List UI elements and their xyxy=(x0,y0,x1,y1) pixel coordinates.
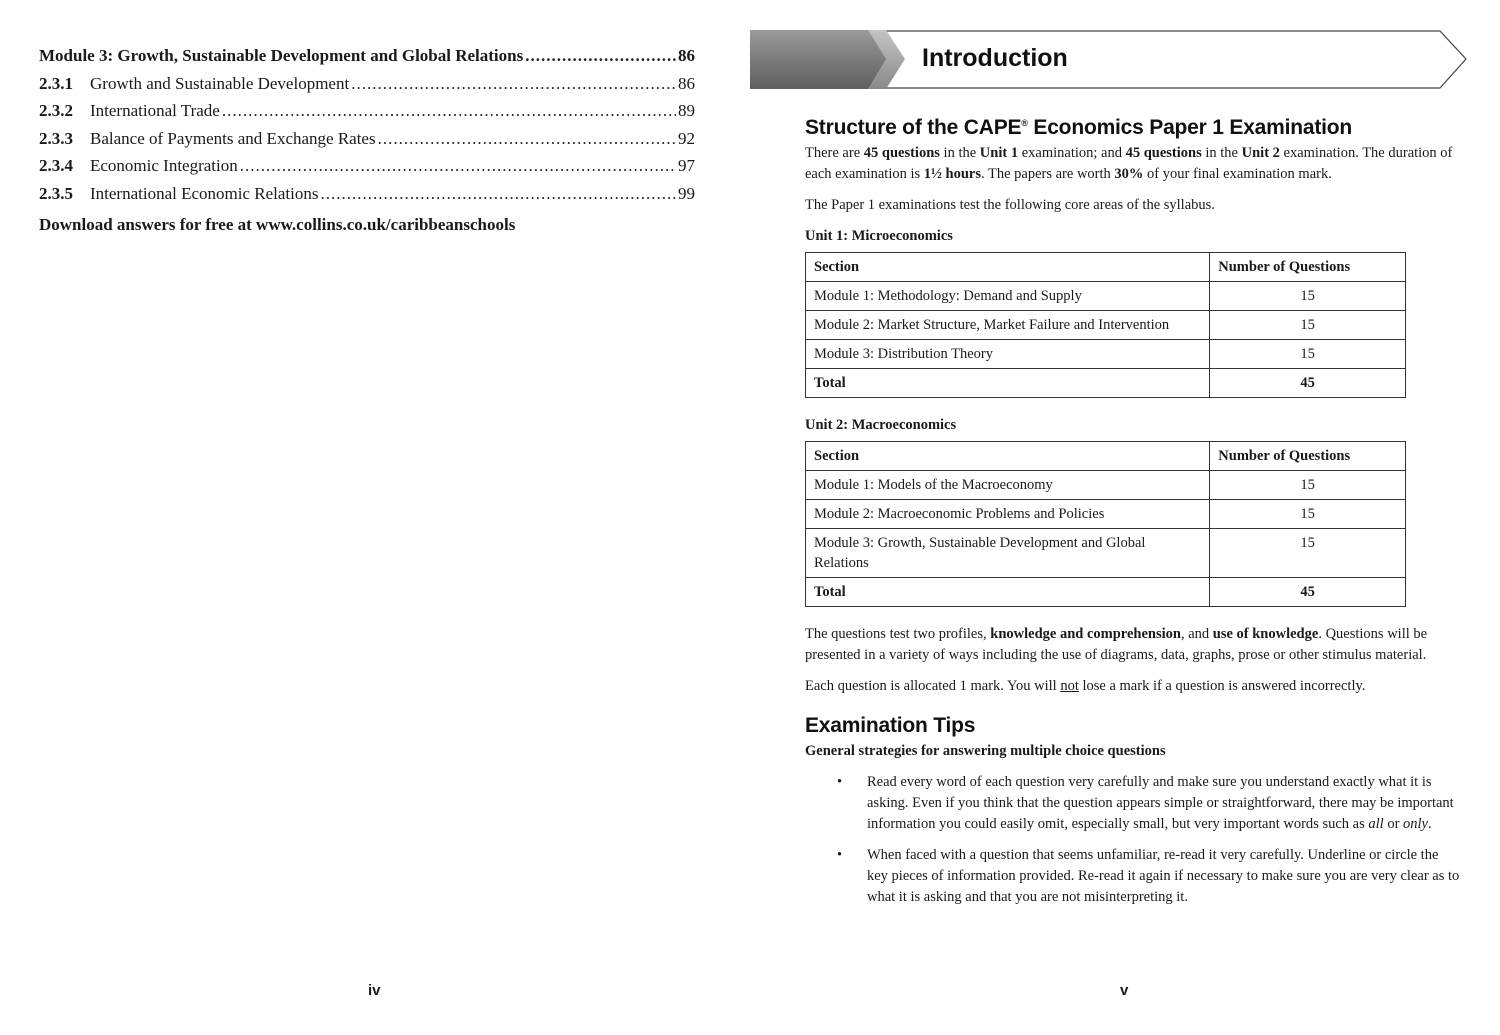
heading-text: Economics Paper 1 Examination xyxy=(1027,116,1353,139)
text-run: , and xyxy=(1180,626,1213,642)
text-run: examination. The duration of each examination is xyxy=(805,145,1453,182)
toc-page: 86 xyxy=(678,46,695,65)
table-total-row xyxy=(806,578,1406,607)
introduction-content xyxy=(805,108,1460,918)
structure-heading xyxy=(805,108,1460,143)
text-run: Each question is allocated 1 mark. You will xyxy=(805,678,1061,694)
toc-row[interactable] xyxy=(39,152,695,180)
total-label: Total xyxy=(806,369,1210,398)
text-run: Read every word of each question very carefully and make sure you understand exactly what it is asking. Even if you think that the question appears simple or straightforward, there may be important information you could easily omit, especially small, but very important words such as xyxy=(867,774,1454,832)
toc-leader xyxy=(222,97,676,125)
text-run: 30% xyxy=(1114,166,1144,182)
toc-row[interactable] xyxy=(39,97,695,125)
section-cell: Module 2: Macroeconomic Problems and Policies xyxy=(806,500,1210,529)
total-label: Total xyxy=(806,578,1210,607)
column-header-section: Section xyxy=(806,442,1210,471)
table-header-row xyxy=(806,442,1406,471)
text-run: knowledge and comprehension xyxy=(990,626,1181,642)
table-of-contents xyxy=(39,42,695,207)
text-run: not xyxy=(1060,678,1079,694)
table-header-row xyxy=(806,253,1406,282)
introduction-banner xyxy=(750,30,1468,90)
text-run: There are xyxy=(805,145,864,161)
section-cell: Module 3: Growth, Sustainable Development and Global Relations xyxy=(806,529,1210,578)
table-row xyxy=(806,311,1406,340)
toc-title: Growth and Sustainable Development xyxy=(90,73,350,93)
text-run: When faced with a question that seems unfamiliar, re-read it very carefully. Underline or circle the key pieces of information provided. Re-read it again if necessary to make sure you are very clear as to what it is asking and that you are not misinterpreting it. xyxy=(867,847,1460,905)
list-item xyxy=(805,845,1460,908)
text-run: lose a mark if a question is answered incorrectly. xyxy=(1078,678,1366,694)
toc-row[interactable] xyxy=(39,42,695,70)
column-header-number: Number of Questions xyxy=(1210,253,1406,282)
unit2-table xyxy=(805,441,1406,607)
text-run: 1½ hours xyxy=(923,166,981,182)
page-number: v xyxy=(1120,982,1129,999)
column-header-number: Number of Questions xyxy=(1210,442,1406,471)
bullet-icon: • xyxy=(837,774,843,790)
text-run: only xyxy=(1403,816,1428,832)
toc-title: Balance of Payments and Exchange Rates xyxy=(90,128,376,148)
text-run: 45 questions xyxy=(863,145,940,161)
section-cell: Module 3: Distribution Theory xyxy=(806,340,1210,369)
count-cell: 15 xyxy=(1210,471,1406,500)
unit1-table xyxy=(805,252,1406,398)
toc-leader xyxy=(321,180,677,208)
text-run: examination; and xyxy=(1018,145,1126,161)
examination-tips-heading: Examination Tips xyxy=(805,714,976,737)
text-run: . Questions will be presented in a variety of ways including the use of diagrams, data, graphs, prose or other stimulus material. xyxy=(805,626,1428,663)
toc-title: International Economic Relations xyxy=(90,183,319,203)
text-run: or xyxy=(1383,816,1404,832)
section-cell: Module 2: Market Structure, Market Failure and Intervention xyxy=(806,311,1210,340)
text-run: . xyxy=(1428,816,1432,832)
toc-page: 89 xyxy=(678,101,695,120)
toc-title: Module 3: Growth, Sustainable Development and Global Relations xyxy=(39,46,524,65)
text-run: use of knowledge xyxy=(1212,626,1319,642)
table-row xyxy=(806,471,1406,500)
text-run: Unit 2 xyxy=(1241,145,1280,161)
registered-mark: ® xyxy=(1021,118,1028,128)
tips-list xyxy=(805,772,1460,908)
toc-leader xyxy=(351,70,676,98)
section-cell: Module 1: Models of the Macroeconomy xyxy=(806,471,1210,500)
text-run: . The papers are worth xyxy=(981,166,1115,182)
toc-number: 2.3.5 xyxy=(39,183,73,203)
toc-title: Economic Integration xyxy=(90,156,238,175)
toc-number: 2.3.2 xyxy=(39,101,73,120)
toc-page: 99 xyxy=(678,183,695,203)
toc-row[interactable] xyxy=(39,125,695,153)
core-areas-paragraph: The Paper 1 examinations test the following core areas of the syllabus. xyxy=(805,197,1215,213)
toc-page: 86 xyxy=(678,73,695,93)
table-total-row xyxy=(806,369,1406,398)
toc-leader xyxy=(240,152,676,180)
list-item xyxy=(805,772,1460,835)
introduction-title: Introduction xyxy=(922,44,1068,72)
toc-row[interactable] xyxy=(39,70,695,98)
count-cell: 15 xyxy=(1210,529,1406,578)
text-run: all xyxy=(1368,816,1384,832)
unit2-label: Unit 2: Macroeconomics xyxy=(805,417,957,433)
column-header-section: Section xyxy=(806,253,1210,282)
exam-structure-paragraph xyxy=(805,143,1460,185)
toc-title: International Trade xyxy=(90,101,220,120)
tips-subheading: General strategies for answering multiple choice questions xyxy=(805,743,1166,759)
toc-number: 2.3.1 xyxy=(39,73,73,93)
toc-row[interactable] xyxy=(39,180,695,208)
toc-leader xyxy=(525,42,676,70)
bullet-icon: • xyxy=(837,847,843,863)
count-cell: 15 xyxy=(1210,311,1406,340)
count-cell: 15 xyxy=(1210,282,1406,311)
table-row xyxy=(806,340,1406,369)
marking-paragraph xyxy=(805,676,1460,697)
download-answers-link[interactable]: Download answers for free at www.collins.co.uk/caribbeanschools xyxy=(39,215,516,234)
table-row xyxy=(806,529,1406,578)
section-cell: Module 1: Methodology: Demand and Supply xyxy=(806,282,1210,311)
toc-number: 2.3.3 xyxy=(39,128,73,148)
count-cell: 15 xyxy=(1210,340,1406,369)
toc-page: 92 xyxy=(678,128,695,148)
banner-arrow-shape xyxy=(750,30,1468,90)
right-page xyxy=(750,0,1500,1035)
table-row xyxy=(806,282,1406,311)
text-run: The questions test two profiles, xyxy=(805,626,991,642)
text-run: Unit 1 xyxy=(979,145,1019,161)
heading-text: Structure of the CAPE xyxy=(805,116,1022,139)
table-row xyxy=(806,500,1406,529)
count-cell: 15 xyxy=(1210,500,1406,529)
text-run: in the xyxy=(1201,145,1242,161)
total-value: 45 xyxy=(1210,369,1406,398)
toc-leader xyxy=(378,125,676,153)
total-value: 45 xyxy=(1210,578,1406,607)
page-number: iv xyxy=(368,982,381,999)
toc-page: 97 xyxy=(678,156,695,175)
text-run: 45 questions xyxy=(1125,145,1202,161)
text-run: of your final examination mark. xyxy=(1143,166,1332,182)
profiles-paragraph xyxy=(805,624,1460,666)
text-run: in the xyxy=(939,145,980,161)
toc-number: 2.3.4 xyxy=(39,156,73,175)
unit1-label: Unit 1: Microeconomics xyxy=(805,228,953,244)
